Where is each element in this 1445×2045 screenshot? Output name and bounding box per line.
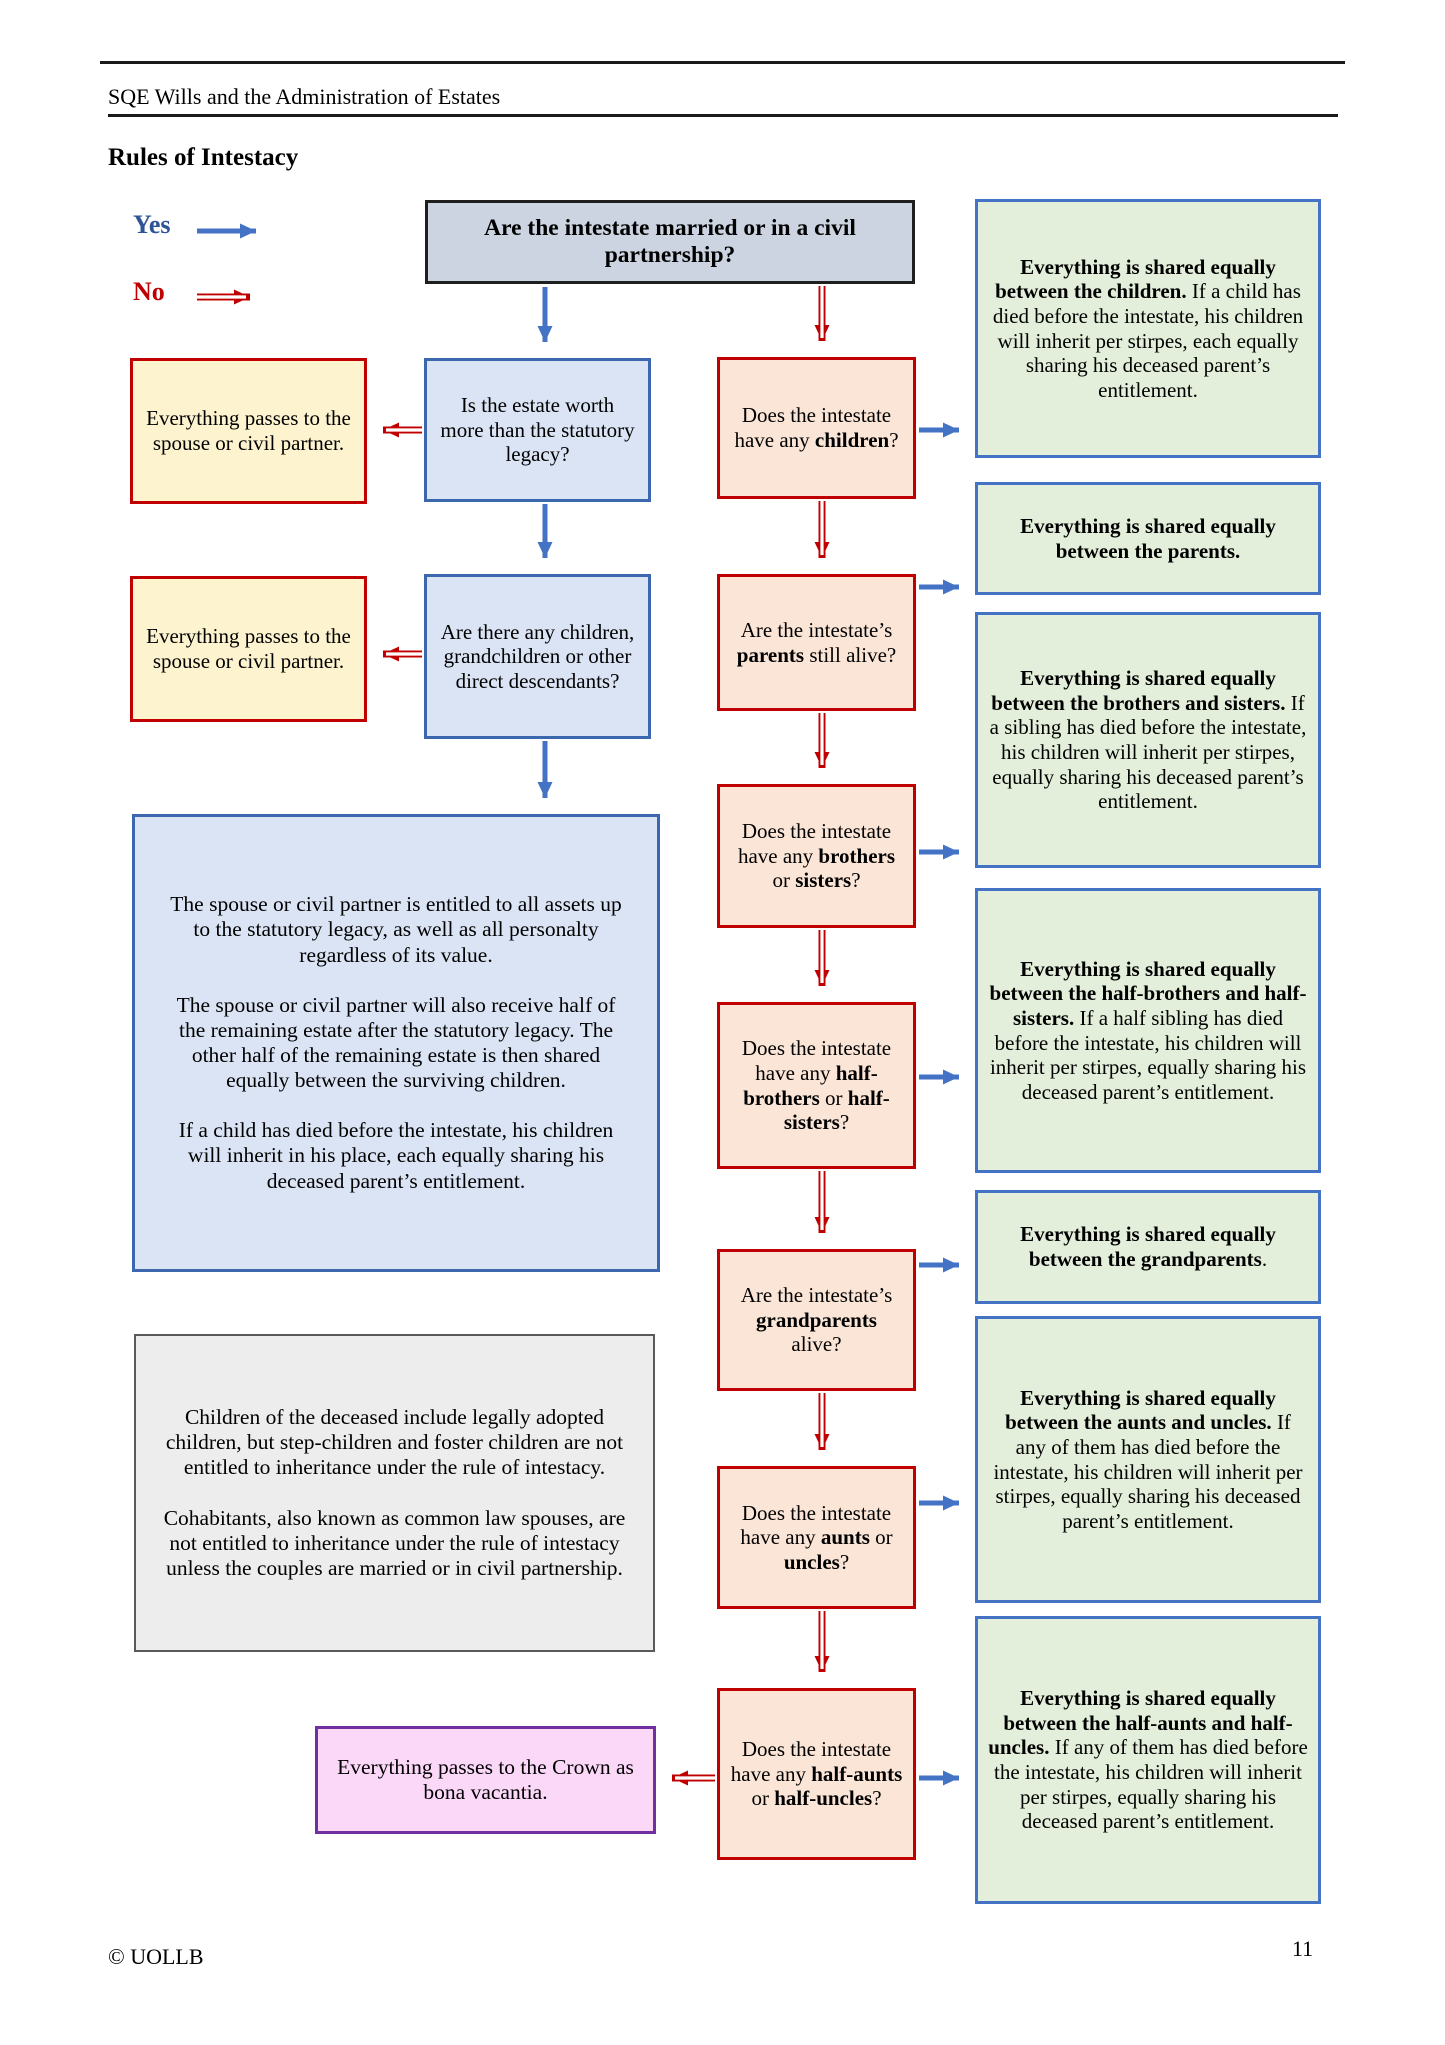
kin-result-box-brothers xyxy=(975,612,1321,868)
kin-result-box-grandparents xyxy=(975,1190,1321,1304)
children-cohabitants-note-text xyxy=(158,1405,631,1581)
kin-result-text-half-aunts: Everything is shared equally between the half-aunts and half-uncles. If any of them has died before the intestate, his children will inherit per stirpes, equally sharing his deceased parent’s entitlement. xyxy=(988,1686,1308,1834)
legend-yes-label: Yes xyxy=(133,210,171,239)
question-statutory-legacy-box xyxy=(424,358,651,502)
footer-copyright: © UOLLB xyxy=(108,1944,204,1969)
kin-result-text-aunts: Everything is shared equally between the aunts and uncles. If any of them has died before the intestate, his children will inherit per stirpes, equally sharing his deceased parent’s entitlement. xyxy=(993,1385,1303,1533)
kin-result-text-brothers: Everything is shared equally between the brothers and sisters. If a sibling has died before the intestate, his children will inherit per stirpes, equally sharing his deceased parent’s entitlement. xyxy=(989,666,1307,814)
kin-result-text-half-brothers: Everything is shared equally between the half-brothers and half-sisters. If a half sibling has died before the intestate, his children will inherit per stirpes, equally sharing his deceased parent’s entitlement. xyxy=(989,956,1307,1104)
kin-result-box-half-aunts xyxy=(975,1616,1321,1904)
kin-result-box-half-brothers xyxy=(975,888,1321,1173)
note-paragraph: Cohabitants, also known as common law spouses, are not entitled to inheritance under the rule of intestacy unless the couples are married or in civil partnership. xyxy=(163,1505,626,1580)
spouse-entitlement-paragraph: The spouse or civil partner will also receive half of the remaining estate after the statutory legacy. The other half of the remaining estate is then shared equally between the surviving children. xyxy=(176,992,616,1093)
spouse-entitlement-info-box xyxy=(132,814,660,1272)
result-spouse-text-1: Everything passes to the spouse or civil partner. xyxy=(146,406,351,455)
kin-result-text-parents: Everything is shared equally between the parents. xyxy=(1020,513,1276,563)
kin-question-text-half-aunts: Does the intestate have any half-aunts or half-uncles? xyxy=(730,1737,903,1811)
kin-question-text-grandparents: Are the intestate’s grandparents alive? xyxy=(740,1283,893,1357)
kin-result-box-children xyxy=(975,199,1321,458)
kin-question-text-parents: Are the intestate’s parents still alive? xyxy=(736,617,897,667)
note-paragraph: Children of the deceased include legally adopted children, but step-children and foster children are not entitled to inheritance under the rule of intestacy. xyxy=(165,1405,624,1480)
legend-no-label: No xyxy=(133,277,165,306)
kin-question-box-brothers xyxy=(717,784,916,928)
page-title: Rules of Intestacy xyxy=(108,144,299,171)
crown-result-text: Everything passes to the Crown as bona vacantia. xyxy=(337,1754,634,1804)
kin-result-box-parents xyxy=(975,482,1321,595)
kin-question-box-aunts xyxy=(717,1466,916,1609)
kin-question-text-children: Does the intestate have any children? xyxy=(734,403,899,452)
kin-question-text-half-brothers: Does the intestate have any half-brothers or half-sisters? xyxy=(741,1036,892,1135)
kin-question-text-aunts: Does the intestate have any aunts or uncles? xyxy=(740,1500,893,1574)
kin-question-box-children xyxy=(717,357,916,499)
kin-question-box-half-aunts xyxy=(717,1688,916,1860)
result-spouse-box-2 xyxy=(130,576,367,722)
spouse-entitlement-info-text xyxy=(161,892,631,1193)
kin-question-box-grandparents xyxy=(717,1249,916,1391)
kin-question-box-half-brothers xyxy=(717,1002,916,1169)
root-question-box xyxy=(425,200,915,284)
question-statutory-legacy-text: Is the estate worth more than the statutory legacy? xyxy=(440,393,635,467)
children-cohabitants-note-box xyxy=(134,1334,655,1652)
spouse-entitlement-paragraph: If a child has died before the intestate, his children will inherit in his place, each equally sharing his deceased parent’s entitlement. xyxy=(178,1118,614,1193)
crown-result-box xyxy=(315,1726,656,1834)
root-question-text: Are the intestate married or in a civil partnership? xyxy=(484,214,856,268)
page-header: SQE Wills and the Administration of Estates xyxy=(108,84,501,109)
question-descendants-box xyxy=(424,574,651,739)
result-spouse-box-1 xyxy=(130,358,367,504)
kin-result-text-grandparents: Everything is shared equally between the grandparents. xyxy=(1020,1222,1276,1271)
kin-result-box-aunts xyxy=(975,1316,1321,1603)
kin-question-text-brothers: Does the intestate have any brothers or sisters? xyxy=(737,819,896,893)
question-descendants-text: Are there any children, grandchildren or other direct descendants? xyxy=(440,619,635,693)
result-spouse-text-2: Everything passes to the spouse or civil partner. xyxy=(146,624,351,673)
spouse-entitlement-paragraph: The spouse or civil partner is entitled to all assets up to the statutory legacy, as well as all personalty regardless of its value. xyxy=(170,892,622,967)
kin-result-text-children: Everything is shared equally between the children. If a child has died before the intestate, his children will inherit per stirpes, each equally sharing his deceased parent’s entitlement. xyxy=(992,254,1304,402)
page-number: 11 xyxy=(1292,1936,1314,1961)
kin-question-box-parents xyxy=(717,574,916,711)
